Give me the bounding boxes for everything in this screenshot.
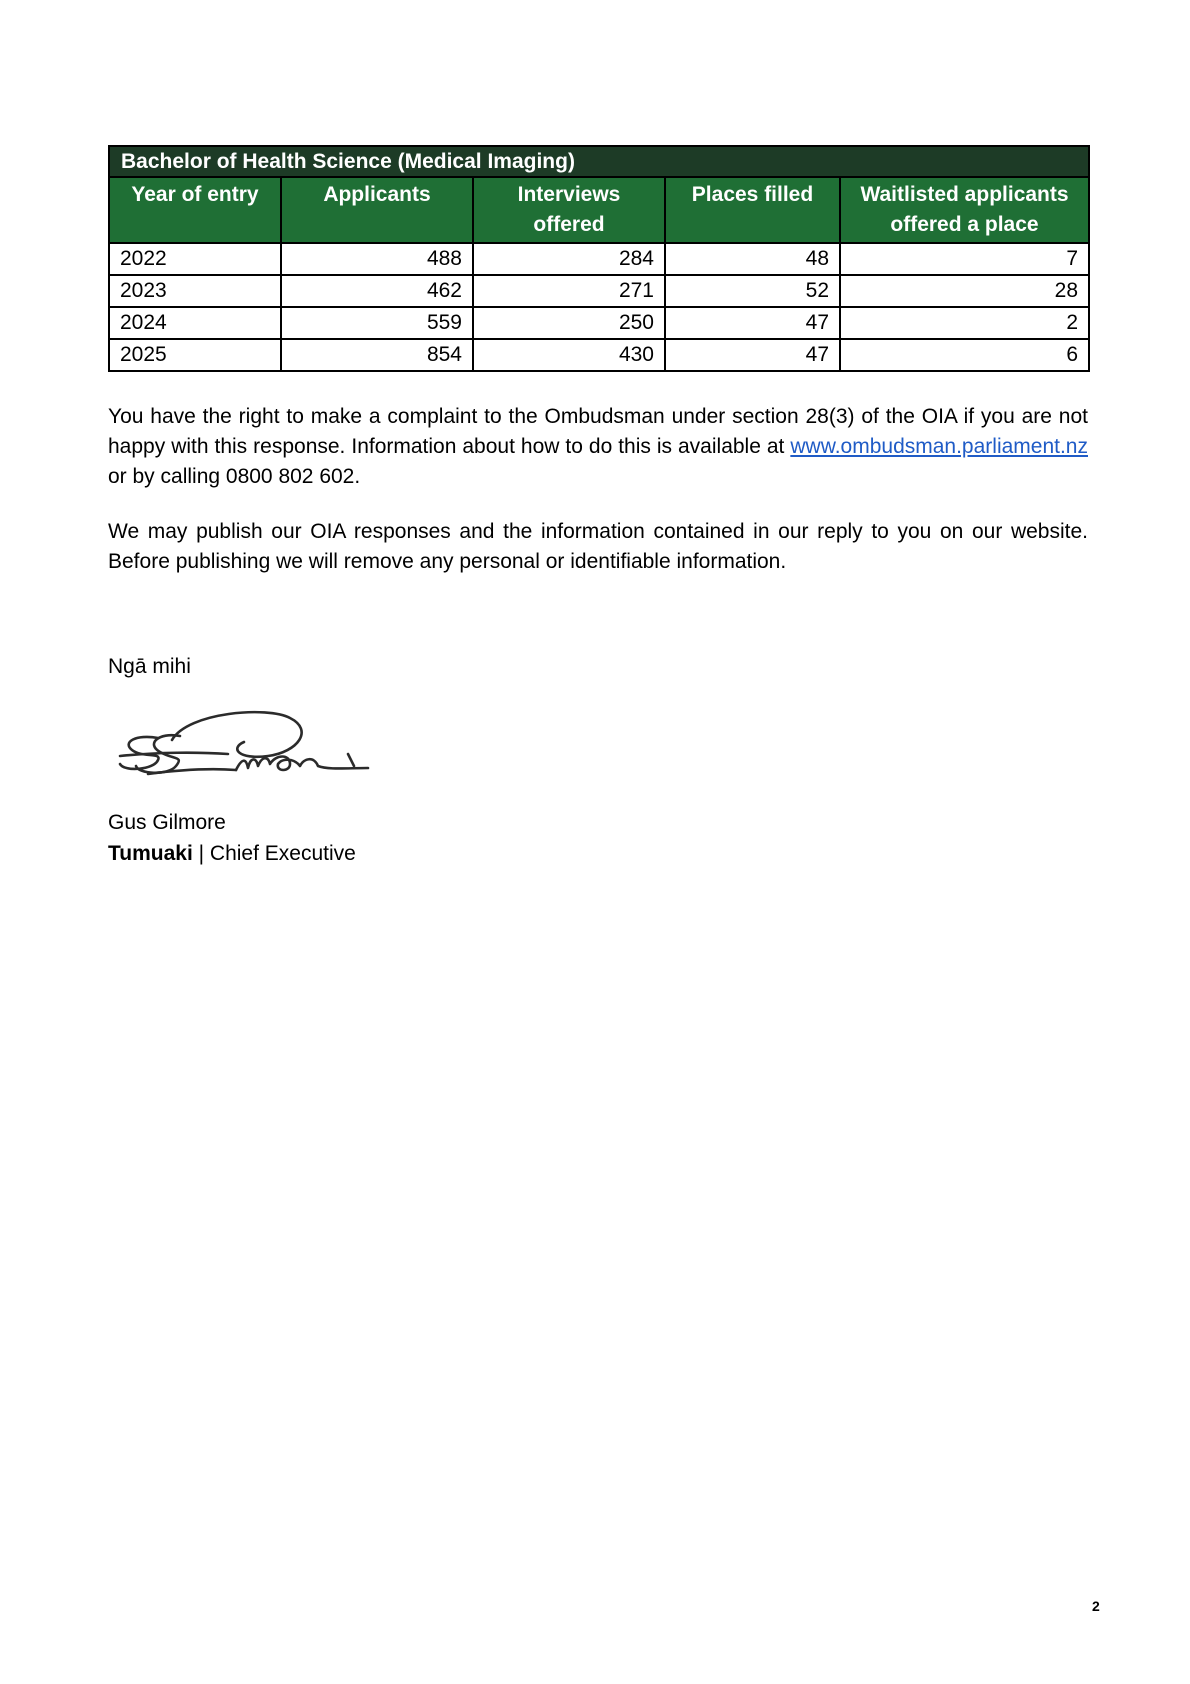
signature-image xyxy=(118,708,398,798)
cell-waitlisted: 7 xyxy=(840,243,1089,275)
header-waitlisted-offered: Waitlisted applicants offered a place xyxy=(840,177,1089,243)
admissions-table xyxy=(108,145,1090,372)
cell-year: 2022 xyxy=(109,243,281,275)
header-places-filled: Places filled xyxy=(665,177,840,243)
table-row xyxy=(109,275,1089,307)
cell-applicants: 559 xyxy=(281,307,473,339)
title-separator: | xyxy=(192,842,210,865)
cell-interviews: 271 xyxy=(473,275,665,307)
complaint-text: You have the right to make a complaint to the Ombudsman under section 28(3) of the OIA if you are not happy with this response. Information about how to do this is available at xyxy=(108,405,1088,458)
cell-year: 2025 xyxy=(109,339,281,371)
header-year-of-entry: Year of entry xyxy=(109,177,281,243)
cell-year: 2024 xyxy=(109,307,281,339)
cell-places: 47 xyxy=(665,307,840,339)
ombudsman-link[interactable]: www.ombudsman.parliament.nz xyxy=(790,435,1088,458)
cell-waitlisted: 28 xyxy=(840,275,1089,307)
cell-applicants: 854 xyxy=(281,339,473,371)
complaint-paragraph xyxy=(108,402,1088,492)
publish-notice-paragraph: We may publish our OIA responses and the information contained in our reply to you on our website. Before publishing we will remove any personal or identifiable information. xyxy=(108,520,1088,573)
header-applicants: Applicants xyxy=(281,177,473,243)
signatory-title-maori: Tumuaki xyxy=(108,842,193,865)
cell-interviews: 250 xyxy=(473,307,665,339)
header-interviews-offered: Interviews offered xyxy=(473,177,665,243)
cell-places: 48 xyxy=(665,243,840,275)
table-header-row xyxy=(109,177,1089,243)
table-row xyxy=(109,307,1089,339)
signatory-name: Gus Gilmore xyxy=(108,811,226,834)
signatory-title-english: Chief Executive xyxy=(209,842,356,865)
cell-places: 47 xyxy=(665,339,840,371)
cell-waitlisted: 2 xyxy=(840,307,1089,339)
signatory-title xyxy=(108,839,356,869)
closing-salutation: Ngā mihi xyxy=(108,655,191,678)
table-caption: Bachelor of Health Science (Medical Imaging) xyxy=(109,146,1089,177)
table-row xyxy=(109,339,1089,371)
cell-interviews: 284 xyxy=(473,243,665,275)
cell-waitlisted: 6 xyxy=(840,339,1089,371)
cell-applicants: 462 xyxy=(281,275,473,307)
table-row xyxy=(109,243,1089,275)
cell-year: 2023 xyxy=(109,275,281,307)
cell-applicants: 488 xyxy=(281,243,473,275)
cell-interviews: 430 xyxy=(473,339,665,371)
page-number: 2 xyxy=(1092,1598,1100,1614)
complaint-text-end: or by calling 0800 802 602. xyxy=(108,465,361,488)
cell-places: 52 xyxy=(665,275,840,307)
table-caption-row xyxy=(109,146,1089,177)
